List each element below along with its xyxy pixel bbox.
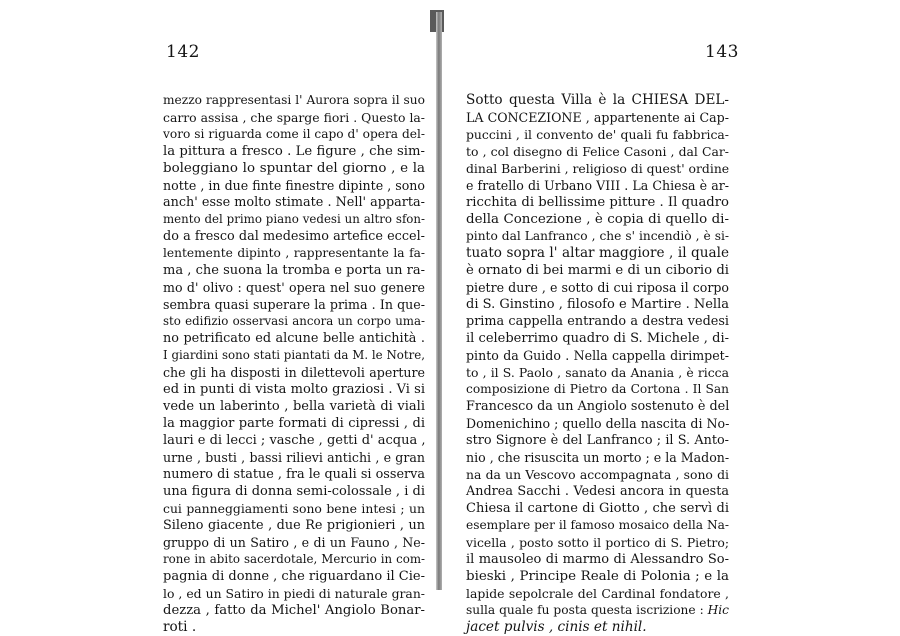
right-page-line: Domenichino ; quello della nascita di No- xyxy=(466,416,730,431)
right-page-line: puccini , il convento de' quali fu fabbrica- xyxy=(466,127,729,142)
left-page-line: ma , che suona la tromba e porta un ra- xyxy=(163,263,425,278)
right-page-line: Andrea Sacchi . Vedesi ancora in questa xyxy=(466,484,729,499)
right-page-line: dinal Barberini , religioso di quest' ordine xyxy=(466,161,730,176)
left-page-line: anch' esse molto stimate . Nell' apparta- xyxy=(163,195,425,210)
left-page-line: I giardini sono stati piantati da M. le Notre, xyxy=(163,348,425,362)
right-page-line xyxy=(466,619,729,636)
right-page-line: e fratello di Urbano VIII . La Chiesa è ar- xyxy=(466,178,729,193)
left-page-line: carro assisa , che sparge fiori . Questo la- xyxy=(163,110,425,125)
left-page-line: che gli ha disposti in dilettevoli aperture xyxy=(163,365,425,380)
right-page-line: della Concezione , è copia di quello di- xyxy=(466,212,729,227)
left-page-line: gruppo di un Satiro , e di un Fauno , Ne- xyxy=(163,535,425,550)
left-page-line: la pittura a fresco . Le figure , che sim- xyxy=(163,144,425,159)
right-page-line: vicella , posto sotto il portico di S. Pietro; xyxy=(466,535,729,550)
left-page-line: la maggior parte formati di cipressi , di xyxy=(163,416,425,431)
right-page-line: Chiesa il cartone di Giotto , che servì di xyxy=(466,501,729,516)
left-page-line: voro si riguarda come il capo d' opera del- xyxy=(163,127,425,141)
right-page-line: to , il S. Paolo , sanato da Anania , è ricca xyxy=(466,365,729,380)
right-page-line: Francesco da un Angiolo sostenuto è del xyxy=(466,399,730,414)
right-page-line: pinto da Guido . Nella cappella dirimpet- xyxy=(466,348,729,363)
left-page-line: urne , busti , bassi rilievi antichi , e gran xyxy=(163,450,425,465)
left-page-line: mento del primo piano vedesi un altro sfon- xyxy=(163,212,425,226)
right-page-number: 143 xyxy=(705,42,739,62)
left-page-line: lentemente dipinto , rappresentante la fa- xyxy=(163,246,425,260)
left-page-line: ed in punti di vista molto graziosi . Vi si xyxy=(163,382,425,397)
left-page-line: roti . xyxy=(163,619,197,635)
right-page-line: LA CONCEZIONE , appartenente ai Cap- xyxy=(466,110,729,125)
left-page-line: mezzo rappresentasi l' Aurora sopra il suo xyxy=(163,93,425,107)
left-page-line: boleggiano lo spuntar del giorno , e la xyxy=(163,161,425,176)
left-page-line: mo d' olivo : quest' opera nel suo genere xyxy=(163,280,425,295)
latin-inscription: Hic xyxy=(707,603,729,617)
left-page-line: dezza , fatto da Michel' Angiolo Bonar- xyxy=(163,603,425,618)
left-page-line: numero di statue , fra le quali si osserva xyxy=(163,467,425,482)
right-page-line: na da un Vescovo accompagnata , sono di xyxy=(466,467,729,482)
right-page-line: Sotto questa Villa è la CHIESA DEL- xyxy=(466,92,729,108)
right-page-line: pietre dure , e sotto di cui riposa il corpo xyxy=(466,280,729,295)
right-page-line: esemplare per il famoso mosaico della Na- xyxy=(466,518,729,532)
left-page-line: cui panneggiamenti sono bene intesi ; un xyxy=(163,501,425,516)
right-page-line: sulla quale fu posta questa iscrizione : Hic xyxy=(466,603,729,617)
right-page-line: nio , che risuscita un morto ; e la Madon- xyxy=(466,450,730,465)
right-page-text xyxy=(466,92,729,636)
left-page-line: lo , ed un Satiro in piedi di naturale gran- xyxy=(163,586,425,601)
left-page-line: notte , in due finte finestre dipinte , sono xyxy=(163,178,425,193)
book-gutter xyxy=(436,12,442,590)
left-page-line: pagnia di donne , che riguardano il Cie- xyxy=(163,569,425,584)
right-page-line: tuato sopra l' altar maggiore , il quale xyxy=(466,245,729,261)
left-page-line: sto edifizio osservasi ancora un corpo uma- xyxy=(163,314,425,328)
right-page-line: prima cappella entrando a destra vedesi xyxy=(466,314,729,329)
right-page-line: to , col disegno di Felice Casoni , dal Car- xyxy=(466,144,729,159)
left-page-line: no petrificato ed alcune belle antichità . xyxy=(163,331,425,346)
right-page-line: stro Signore è del Lanfranco ; il S. Anto- xyxy=(466,433,729,448)
left-page-line: rone in abito sacerdotale, Mercurio in com- xyxy=(163,552,425,566)
right-page-line: il mausoleo di marmo di Alessandro So- xyxy=(466,552,729,567)
right-page-line: lapide sepolcrale del Cardinal fondatore , xyxy=(466,586,729,601)
left-page-line: vede un laberinto , bella varietà di viali xyxy=(163,399,425,414)
right-page-line: bieski , Principe Reale di Polonia ; e la xyxy=(466,569,729,584)
left-page-line: Sileno giacente , due Re prigionieri , un xyxy=(163,518,425,533)
left-page-text xyxy=(163,92,425,636)
left-page-line: do a fresco dal medesimo artefice eccel- xyxy=(163,229,425,244)
right-page-line: il celeberrimo quadro di S. Michele , di- xyxy=(466,331,729,346)
right-page-line: pinto dal Lanfranco , che s' incendiò , è si- xyxy=(466,229,729,243)
left-page-line: una figura di donna semi-colossale , i di xyxy=(163,484,425,499)
left-page-number: 142 xyxy=(166,42,200,62)
right-page-line: di S. Ginstino , filosofo e Martire . Nella xyxy=(466,297,729,312)
left-page-line: lauri e di lecci ; vasche , getti d' acqua , xyxy=(163,433,426,448)
right-page-line: ricchita di bellissime pitture . Il quadro xyxy=(466,195,729,210)
right-page-line: è ornato di bei marmi e di un ciborio di xyxy=(466,263,729,278)
right-page-line: composizione di Pietro da Cortona . Il San xyxy=(466,382,729,396)
left-page-line: sembra quasi superare la prima . In que- xyxy=(163,297,425,312)
latin-inscription: jacet pulvis , cinis et nihil. xyxy=(466,619,647,635)
